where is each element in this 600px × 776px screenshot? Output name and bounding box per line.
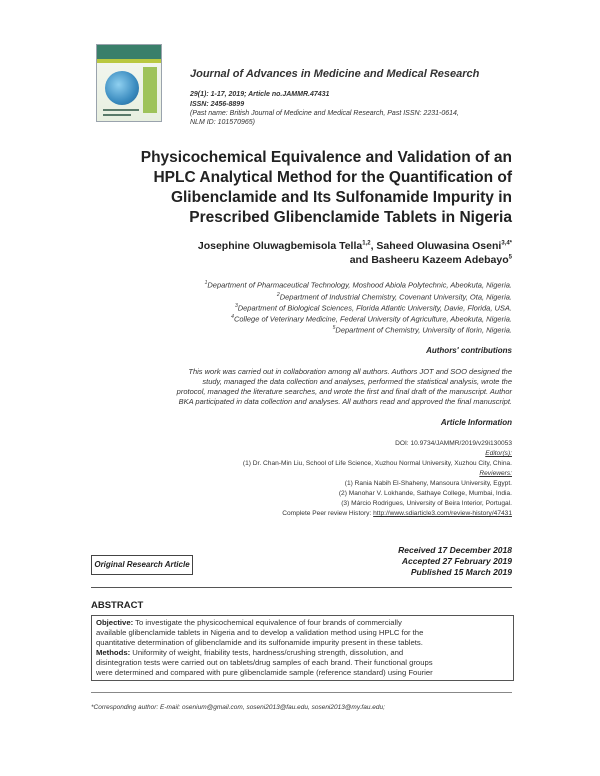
editors-label: Editor(s): (485, 450, 512, 457)
doi[interactable]: DOI: 10.9734/JAMMR/2019/v29i130053 (395, 440, 512, 447)
footnote-divider (91, 692, 512, 693)
author-1: Josephine Oluwagbemisola Tella (197, 240, 363, 252)
author-3: Basheeru Kazeem Adebayo (371, 254, 509, 266)
authors-line2: and Basheeru Kazeem Adebayo$^5$ (349, 254, 512, 266)
editor-1: (1) Dr. Chan-Min Liu, School of Life Science, Xuzhou Normal University, Xuzhou City, China. (242, 460, 512, 467)
reviewers-label: Reviewers: (479, 470, 512, 477)
journal-title: Journal of Advances in Medicine and Medical Research (190, 68, 480, 80)
issn: ISSN: 2456-8899 (190, 101, 245, 108)
article-info-heading: Article Information (440, 418, 512, 427)
affiliation-4: $^4$College of Veterinary Medicine, Federal University of Agriculture, Abeokuta, Nigeria. (231, 314, 512, 324)
paper-title: Physicochemical Equivalence and Validation of an HPLC Analytical Method for the Quantification of Glibenclamide and Its Sulfonamide Impurity in Prescribed Glibenclamide Tablets in Nigeria (140, 149, 512, 226)
peer-review-history: Complete Peer review History: http://www.sdiarticle3.com/review-history/47431 (282, 510, 512, 517)
abstract-text: Objective: To investigate the physicochemical equivalence of four brands of commercially available glibenclamide tablets in Nigeria and to develop a validation method using HPLC for the quantitative determination of glibenclamide and its sulfonamide impurity present in these tablets. Methods: Uniformity of weight, friability tests, hardness/crushing strength, dissolution, and disintegration tests were carried out on tablets/drug samples of each brand. Their functional groups were determined and compared with pure glibenclamide sample (reference standard) using Fourier (96, 618, 433, 677)
affiliation-1: $^1$Department of Pharmaceutical Technology, Moshood Abiola Polytechnic, Abeokuta, Nigeria. (204, 280, 512, 290)
affiliation-2: $^2$Department of Industrial Chemistry, Covenant University, Ota, Nigeria. (276, 292, 512, 302)
affiliation-5: $^5$Department of Chemistry, University of Ilorin, Nigeria. (332, 325, 512, 335)
reviewer-3: (3) Márcio Rodrigues, University of Beira Interior, Portugal. (341, 500, 512, 507)
article-type-box: Original Research Article (91, 555, 193, 575)
past-name-line2: NLM ID: 101570965) (190, 119, 255, 126)
accepted-date: Accepted 27 February 2019 (401, 556, 512, 566)
contributions-text: This work was carried out in collaboration among all authors. Authors JOT and SOO designed the study, managed the data collection and analyses, performed the statistical analysis, wrote the protocol, managed the literature searches, and wrote the first and final draft of the manuscript. Author BKA participated in data collection and analyses. All authors read and approved the final manuscript. (176, 367, 512, 406)
past-name-line1: (Past name: British Journal of Medicine and Medical Research, Past ISSN: 2231-0614, (190, 110, 459, 117)
authors-line1: Josephine Oluwagbemisola Tella$^{1,2}$, Saheed Oluwasina Oseni$^{3,4*}$ (197, 240, 512, 252)
corresponding-author-footnote: *Corresponding author: E-mail: osenium@gmail.com, soseni2013@fau.edu, soseni2013@my.fau.edu; (91, 704, 385, 711)
reviewer-1: (1) Rania Nabih El-Shaheny, Mansoura University, Egypt. (344, 480, 512, 487)
abstract-heading: ABSTRACT (91, 600, 144, 611)
affiliation-3: $^3$Department of Biological Sciences, Florida Atlantic University, Davie, Florida, USA. (234, 303, 512, 313)
reviewer-2: (2) Manohar V. Lokhande, Sathaye College, Mumbai, India. (338, 490, 512, 497)
peer-review-link[interactable]: http://www.sdiarticle3.com/review-history/47431 (373, 510, 512, 517)
published-date: Published 15 March 2019 (410, 567, 512, 577)
received-date: Received 17 December 2018 (398, 545, 512, 555)
journal-cover-image (96, 44, 162, 122)
citation: 29(1): 1-17, 2019; Article no.JAMMR.47431 (190, 91, 330, 98)
divider (91, 587, 512, 588)
author-2: Saheed Oluwasina Oseni (376, 240, 502, 252)
contributions-heading: Authors' contributions (426, 346, 512, 355)
